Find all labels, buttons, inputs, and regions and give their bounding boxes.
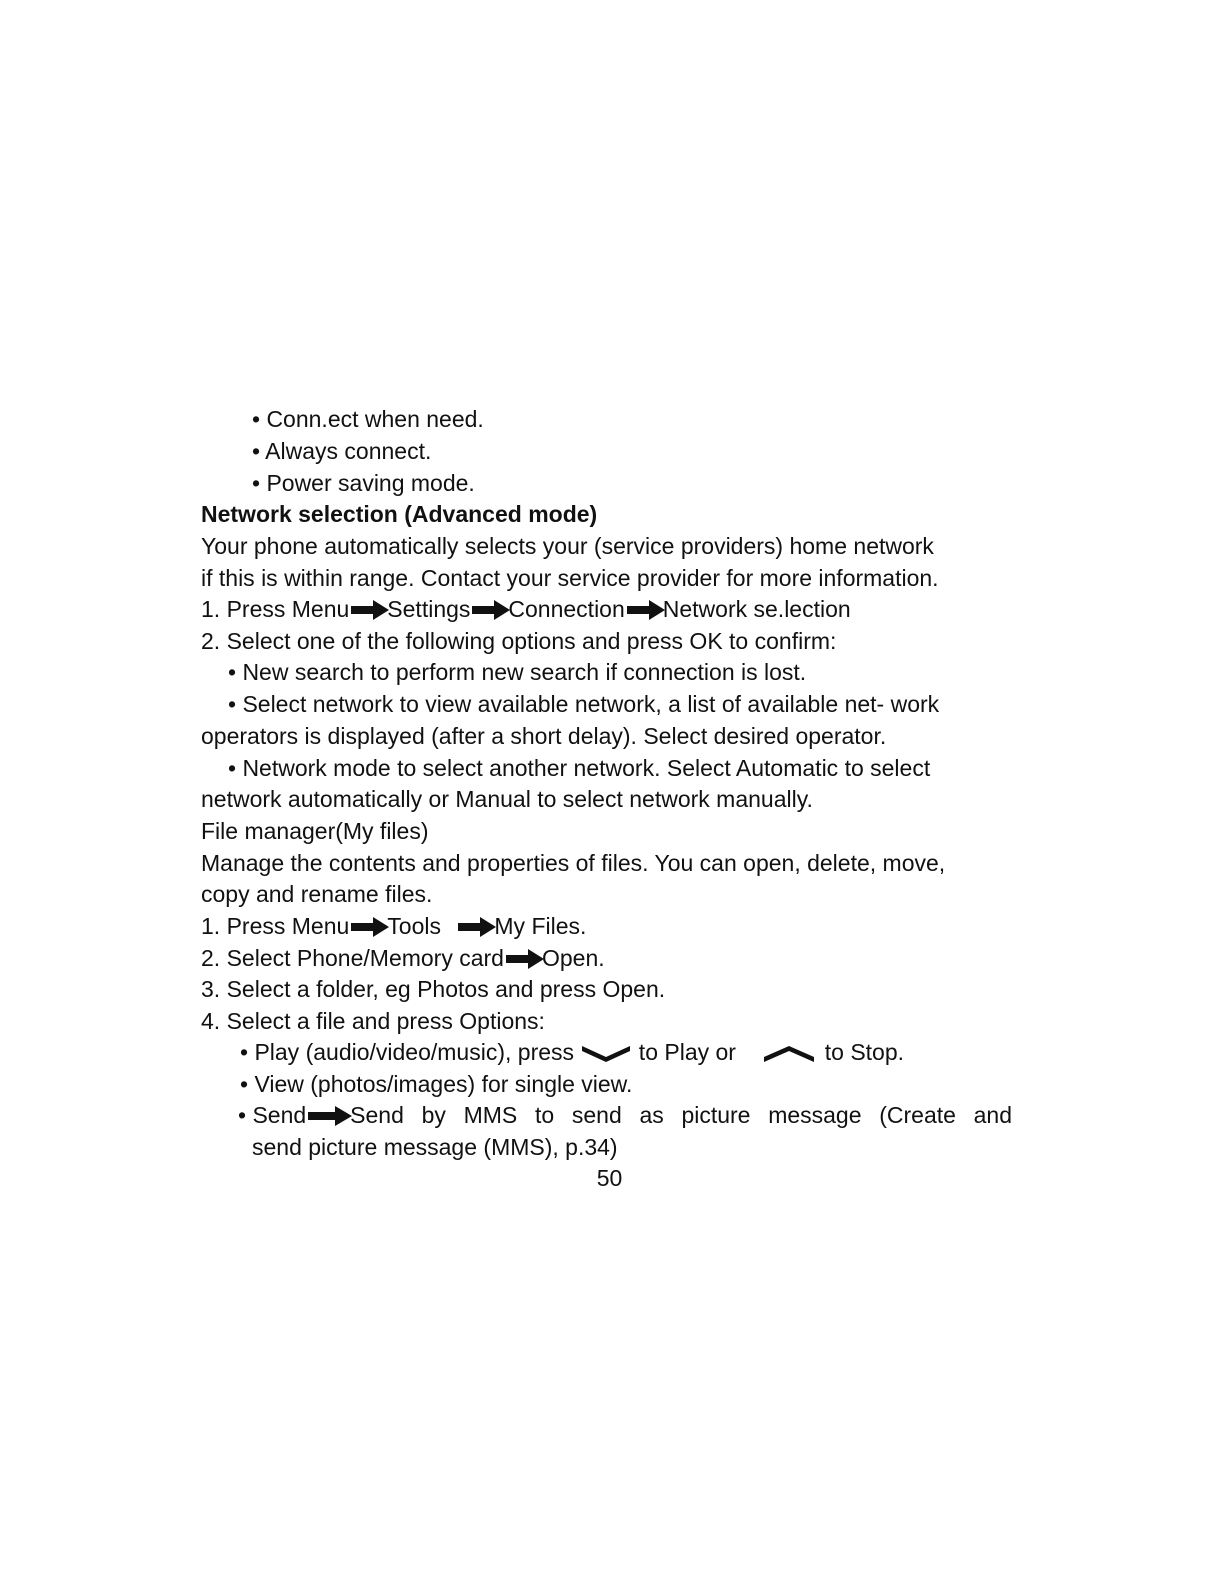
file-manager-intro-line-2: copy and rename files. (201, 881, 433, 907)
option-play (240, 1037, 904, 1067)
option-select-network-line-1: • Select network to view available network, a list of available net- work (228, 691, 940, 717)
network-step-2: 2. Select one of the following options and press OK to confirm: (201, 628, 837, 654)
network-selection-heading: Network selection (Advanced mode) (201, 501, 598, 527)
right-arrow-icon (626, 598, 666, 622)
step-text: Connection (508, 596, 625, 622)
network-step-1 (201, 594, 851, 624)
send-word: (Create (879, 1102, 956, 1128)
network-intro-line-2: if this is within range. Contact your service provider for more information. (201, 565, 939, 591)
send-prefix: • Send (238, 1102, 307, 1128)
send-word: and (973, 1102, 1012, 1128)
file-manager-intro-line-1: Manage the contents and properties of files. You can open, delete, move, (201, 850, 946, 876)
send-word: MMS (463, 1102, 518, 1128)
option-power-saving-mode: • Power saving mode. (252, 470, 475, 496)
option-send-line-2: send picture message (MMS), p.34) (252, 1134, 618, 1160)
step-text: Settings (387, 596, 471, 622)
option-text: • Play (audio/video/music), press (240, 1039, 581, 1065)
option-connect-when-need: • Conn.ect when need. (252, 406, 484, 432)
send-word: by (421, 1102, 446, 1128)
chevron-down-icon (580, 1042, 632, 1062)
chevron-up-icon (762, 1042, 818, 1062)
right-arrow-icon (350, 915, 390, 939)
option-new-search: • New search to perform new search if connection is lost. (228, 659, 807, 685)
send-word: Send (350, 1102, 404, 1128)
step-text: 1. Press Menu (201, 913, 350, 939)
option-text: to Play or (632, 1039, 743, 1065)
right-arrow-icon (307, 1104, 353, 1128)
step-text: 1. Press Menu (201, 596, 350, 622)
send-word: send (571, 1102, 622, 1128)
right-arrow-icon (505, 947, 545, 971)
right-arrow-icon (350, 598, 390, 622)
step-text: Tools (387, 913, 448, 939)
file-step-4: 4. Select a file and press Options: (201, 1008, 545, 1034)
right-arrow-icon (471, 598, 511, 622)
step-text: 2. Select Phone/Memory card (201, 945, 504, 971)
option-select-network-line-2: operators is displayed (after a short delay). Select desired operator. (201, 723, 887, 749)
option-always-connect: • Always connect. (252, 438, 432, 464)
file-step-1 (201, 911, 586, 941)
file-manager-heading: File manager(My files) (201, 818, 429, 844)
step-text: My Files. (494, 913, 587, 939)
network-intro-line-1: Your phone automatically selects your (service providers) home network (201, 533, 934, 559)
page-number: 50 (596, 1165, 623, 1191)
send-word: message (768, 1102, 862, 1128)
send-word: to (534, 1102, 555, 1128)
file-step-3: 3. Select a folder, eg Photos and press Open. (201, 976, 666, 1002)
right-arrow-icon (457, 915, 497, 939)
option-network-mode-line-2: network automatically or Manual to select network manually. (201, 786, 813, 812)
step-text: Open. (541, 945, 605, 971)
option-text (238, 1100, 404, 1130)
option-text: to Stop. (818, 1039, 905, 1065)
file-step-2 (201, 943, 605, 973)
send-word: picture (681, 1102, 751, 1128)
option-view: • View (photos/images) for single view. (240, 1071, 633, 1097)
option-send-line-1 (238, 1100, 1012, 1130)
send-word: as (639, 1102, 664, 1128)
step-text: Network se.lection (662, 596, 851, 622)
option-network-mode-line-1: • Network mode to select another network. Select Automatic to select (228, 755, 931, 781)
